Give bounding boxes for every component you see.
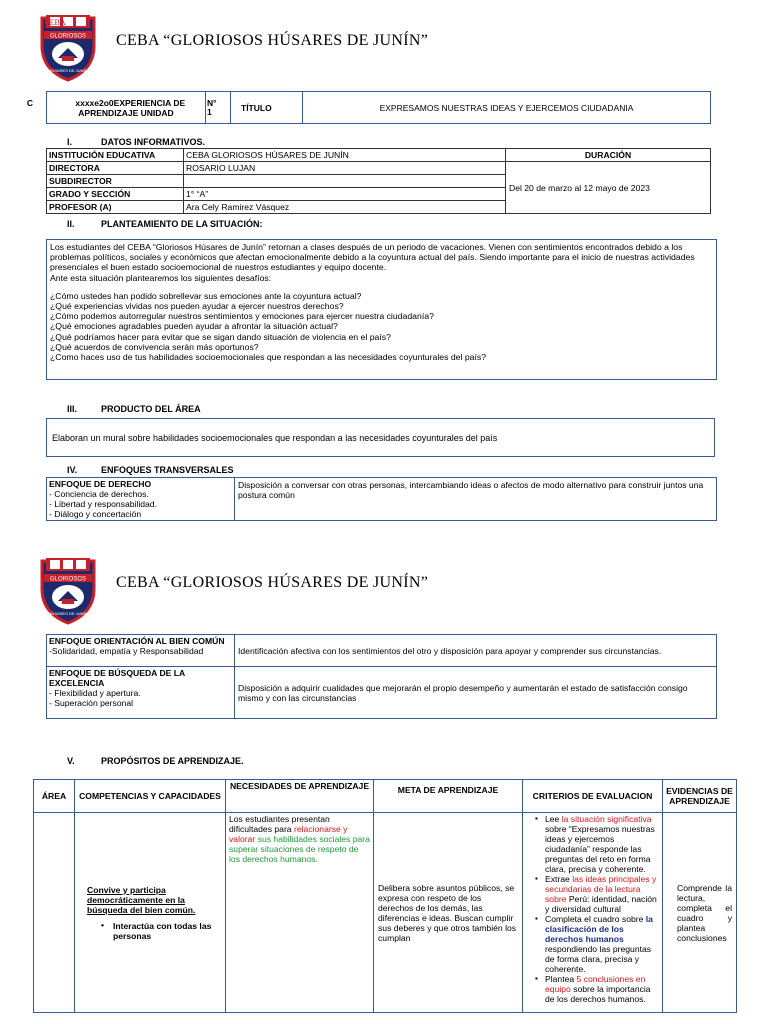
question: ¿Como haces uso de tus habilidades socioemocionales que respondan a las necesidades coyunturales del país? (50, 352, 487, 363)
approach-common-cell (47, 635, 235, 667)
approach-item: - Libertad y responsabilidad. (49, 499, 157, 509)
logo-text-mid: GLORIOSOS (49, 576, 87, 583)
situation-box (46, 239, 717, 380)
approach-item: - Diálogo y concertación (49, 509, 142, 519)
criterion-item: ▪ Lee la situación significativa sobre “Expresamos nuestras ideas y ejercemos ciudadanía” responde las preguntas del reto en forma clara, precisa y coherente. (545, 814, 660, 874)
info-label-teacher: PROFESOR (A) (47, 201, 184, 214)
approach-item: - Conciencia de derechos. (49, 489, 149, 499)
num-label: N° (207, 97, 217, 108)
question: ¿Qué podríamos hacer para evitar que se sigan dando situación de violencia en el país? (50, 331, 391, 342)
approach-excellence-cell (47, 667, 235, 719)
section-3-title (67, 404, 201, 414)
evidence-text: Comprende la lectura, completa el cuadro y plantea conclusiones (663, 813, 737, 1013)
approach-description: Disposición a conversar con otras personas, intercambiando ideas o afectos de modo alternativo para construir juntos una postura común (235, 478, 717, 521)
area-cell (34, 813, 75, 1013)
approaches-table-2 (46, 634, 717, 719)
question: ¿Cómo podemos autorregular nuestros sentimientos y emociones para ejercer nuestra ciudadanía? (50, 311, 434, 322)
logo-text: CEBA (44, 18, 66, 27)
needs-highlight-green: sus habilidades sociales para superar situaciones de respeto de los derechos humanos. (229, 834, 370, 864)
section-4-num: IV. (67, 465, 78, 475)
product-text: Elaboran un mural sobre habilidades socioemocionales que respondan a las necesidades coyunturales del país (52, 432, 498, 443)
info-value-institution: CEBA GLORIOSOS HÚSARES DE JUNÍN (184, 149, 506, 162)
section-3-num: III. (67, 404, 78, 414)
approach-title: ENFOQUE ORIENTACIÓN AL BIEN COMÚN (49, 636, 225, 646)
criteria-cell (523, 813, 663, 1013)
title-label-cell: TÍTULO (231, 92, 303, 124)
situation-intro: Ante esta situación plantearemos los siguientes desafíos: (50, 272, 272, 283)
c-label: C (26, 97, 33, 108)
goal-text: Delibera sobre asuntos públicos, se expresa con respeto de los derechos de los demás, las diferencias e ideas. Buscan cumplir sus deberes y que otros también los cumplan (374, 813, 523, 1013)
criterion-item: ▪ Plantea 5 conclusiones en equipo sobre la importancia de los derechos humanos. (545, 974, 660, 1004)
question: ¿Qué experiencias vividas nos pueden ayudar a ejercer nuestros derechos? (50, 301, 344, 312)
school-logo (38, 555, 98, 625)
info-label-institution: INSTITUCIÓN EDUCATIVA (47, 149, 184, 162)
section-1-num: I. (67, 137, 73, 147)
duration-label: DURACIÓN (506, 149, 711, 162)
question: ¿Qué emociones agradables pueden ayudar a afrontar la situación actual? (50, 321, 338, 332)
situation-paragraph: Los estudiantes del CEBA “Gloriosos Húsares de Junín” retornan a clases después de un periodo de vacaciones. Vienen con sentimientos encontrados debido a los problemas políticos, sociales y económicos que afectan emocionalmente debido a la coyuntura actual del país. Siendo importante para el inicio de nuestras actividades presenciales el buen estado socioemocional de nuestros estudiantes y equipo docente. (50, 242, 695, 273)
approach-description: Identificación afectiva con los sentimientos del otro y disposición para apoyar y comprender sus circunstancias. (235, 635, 717, 667)
competence-cell (75, 813, 226, 1013)
section-2-title (67, 219, 263, 229)
experience-label: xxxxe2o0EXPERIENCIA DE APRENDIZAJE UNIDAD (75, 97, 186, 118)
approach-item: - Superación personal (49, 698, 134, 708)
experience-cell (26, 92, 206, 124)
col-header-goal: META DE APRENDIZAJE (374, 780, 523, 813)
info-value-subdirector (184, 175, 506, 188)
section-1-label: DATOS INFORMATIVOS. (101, 137, 206, 147)
title-value-cell: EXPRESAMOS NUESTRAS IDEAS Y EJERCEMOS CIUDADANIA (303, 92, 711, 124)
approach-item: - Flexibilidad y apertura. (49, 688, 141, 698)
duration-value: Del 20 de marzo al 12 mayo de 2023 (506, 162, 711, 214)
unit-table (26, 91, 711, 124)
col-header-needs: NECESIDADES DE APRENDIZAJE (226, 780, 374, 813)
section-5-title (67, 756, 244, 766)
approach-description: Disposición a adquirir cualidades que mejorarán el propio desempeño y aumentarán el estado de satisfacción consigo mismo y con las circunstancias (235, 667, 717, 719)
approaches-table-1 (46, 477, 717, 521)
info-label-subdirector: SUBDIRECTOR (47, 175, 184, 188)
info-table (46, 148, 711, 214)
approach-title: ENFOQUE DE BÚSQUEDA DE LA EXCELENCIA (49, 668, 185, 688)
col-header-criteria: CRITERIOS DE EVALUACION (523, 780, 663, 813)
section-4-title (67, 465, 234, 475)
product-box (46, 418, 715, 457)
section-5-num: V. (67, 756, 75, 766)
info-label-grade: GRADO Y SECCIÓN (47, 188, 184, 201)
num-value: 1 (207, 106, 212, 117)
logo-text-mid: GLORIOSOS (49, 33, 87, 40)
capacity-text: Interactúa con todas las personas (113, 920, 212, 941)
needs-text: Los estudiantes presentan dificultades para (229, 814, 330, 834)
capacity-item: • Interactúa con todas las personas (101, 919, 212, 941)
info-value-teacher: Ara Cely Ramirez Vásquez (184, 201, 506, 214)
section-3-label: PRODUCTO DEL ÁREA (101, 404, 201, 414)
question: ¿Qué acuerdos de convivencia serán más oportunos? (50, 341, 259, 352)
criterion-item: ▪ Completa el cuadro sobre la clasificación de los derechos humanos respondiendo las preguntas de forma clara, precisa y coherente. (545, 914, 660, 974)
school-title: CEBA “GLORIOSOS HÚSARES DE JUNÍN” (116, 32, 429, 49)
col-header-area: ÁREA (34, 780, 75, 813)
col-header-competences: COMPETENCIAS Y CAPACIDADES (75, 780, 226, 813)
school-title: CEBA “GLORIOSOS HÚSARES DE JUNÍN” (116, 574, 429, 591)
school-logo (38, 12, 98, 82)
section-5-label: PROPÓSITOS DE APRENDIZAJE. (101, 756, 244, 766)
section-2-label: PLANTEAMIENTO DE LA SITUACIÓN: (101, 219, 263, 229)
logo-text-bottom: HÚSARES DE JUNÍN (48, 611, 88, 616)
section-2-num: II. (67, 219, 75, 229)
section-4-label: ENFOQUES TRANSVERSALES (101, 465, 234, 475)
needs-highlight: relacionarse y valorar (229, 824, 348, 844)
section-1-title (67, 137, 205, 147)
info-label-director: DIRECTORA (47, 162, 184, 175)
criterion-item: ▪ Extrae las ideas principales y secundarias de la lectura sobre Perú: identidad, nación y diversidad cultural (545, 874, 660, 914)
purposes-table (33, 779, 737, 1013)
question: ¿Cómo ustedes han podido sobrellevar sus emociones ante la coyuntura actual? (50, 290, 362, 301)
approach-item: -Solidaridad, empatía y Responsabilidad (49, 646, 204, 656)
info-value-director: ROSARIO LUJAN (184, 162, 506, 175)
info-value-grade: 1° “A” (184, 188, 506, 201)
needs-cell (226, 813, 374, 1013)
competence-text: Convive y participa democráticamente en la búsqueda del bien común. (87, 884, 196, 915)
num-cell (206, 92, 231, 124)
approach-title: ENFOQUE DE DERECHO (49, 479, 152, 489)
logo-text-bottom: HÚSARES DE JUNÍN (48, 68, 88, 73)
col-header-evidence: EVIDENCIAS DE APRENDIZAJE (663, 780, 737, 813)
approach-right-cell (47, 478, 235, 521)
